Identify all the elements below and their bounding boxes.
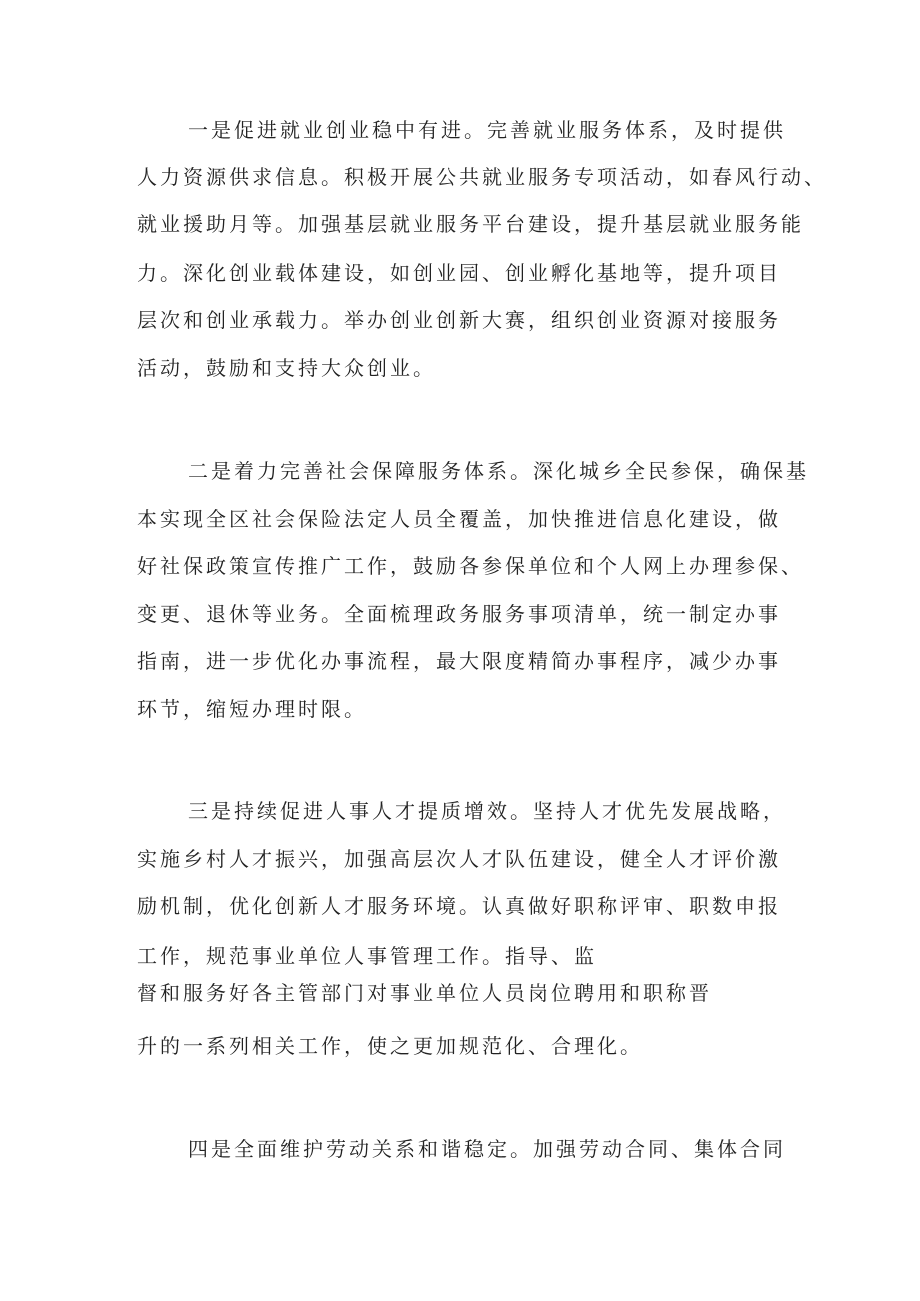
paragraph-line: 励机制，优化创新人才服务环境。认真做好职称评审、职数申报 xyxy=(137,894,781,918)
paragraph-line: 变更、退休等业务。全面梳理政务服务事项清单，统一制定办事 xyxy=(137,602,781,626)
paragraph-line: 四是全面维护劳动关系和谐稳定。加强劳动合同、集体合同 xyxy=(188,1137,786,1161)
paragraph-line: 就业援助月等。加强基层就业服务平台建设，提升基层就业服务能 xyxy=(137,212,804,236)
paragraph-line: 活动，鼓励和支持大众创业。 xyxy=(137,356,436,380)
paragraph-line: 人力资源供求信息。积极开展公共就业服务专项活动，如春风行动、 xyxy=(137,165,827,189)
paragraph-line: 升的一系列相关工作，使之更加规范化、合理化。 xyxy=(137,1034,643,1058)
paragraph-line: 工作，规范事业单位人事管理工作。指导、监 xyxy=(137,944,597,968)
paragraph-line: 指南，进一步优化办事流程，最大限度精简办事程序，减少办事 xyxy=(137,649,781,673)
paragraph-line: 本实现全区社会保险法定人员全覆盖，加快推进信息化建设，做 xyxy=(137,507,781,531)
paragraph-line: 实施乡村人才振兴，加强高层次人才队伍建设，健全人才评价激 xyxy=(137,847,781,871)
paragraph-line: 二是着力完善社会保障服务体系。深化城乡全民参保，确保基 xyxy=(188,459,809,483)
paragraph-line: 督和服务好各主管部门对事业单位人员岗位聘用和职称晋 xyxy=(137,981,712,1005)
paragraph-line: 环节，缩短办理时限。 xyxy=(137,697,367,721)
paragraph-line: 好社保政策宣传推广工作，鼓励各参保单位和个人网上办理参保、 xyxy=(137,554,804,578)
paragraph-line: 力。深化创业载体建设，如创业园、创业孵化基地等，提升项目 xyxy=(137,261,781,285)
paragraph-line: 三是持续促进人事人才提质增效。坚持人才优先发展战略， xyxy=(188,799,786,823)
paragraph-line: 层次和创业承载力。举办创业创新大赛，组织创业资源对接服务 xyxy=(137,308,781,332)
paragraph-line: 一是促进就业创业稳中有进。完善就业服务体系，及时提供 xyxy=(188,118,786,142)
